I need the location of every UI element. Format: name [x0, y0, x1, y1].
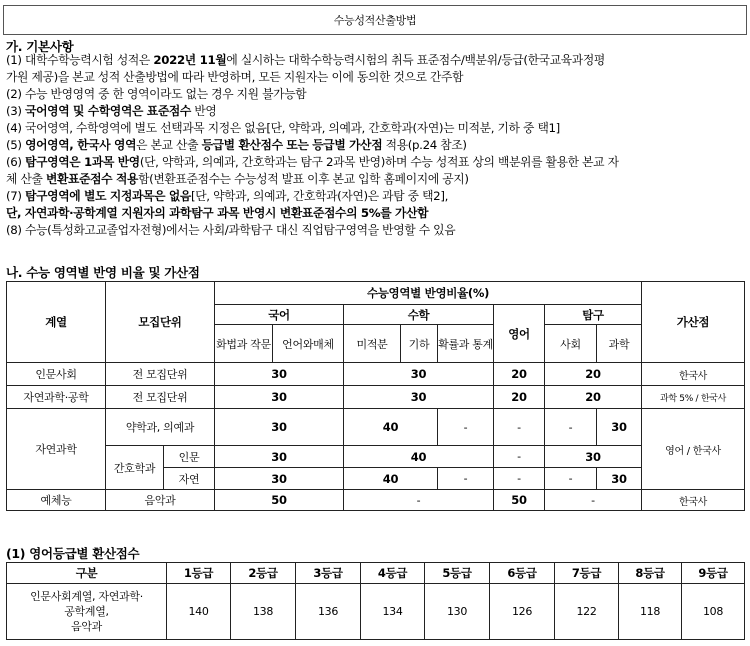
cell-sahoe: -	[545, 409, 597, 446]
header-gubun: 구분	[7, 563, 167, 584]
header-hwabeop: 화법과 작문	[215, 325, 273, 363]
table-row	[7, 409, 745, 446]
item-5: (5) 영어영역, 한국사 영역은 본교 산출 등급별 환산점수 또는 등급별 가산점 적용(p.24 참조)	[6, 138, 467, 152]
score-grade-3: 136	[296, 584, 361, 640]
item-6: (6) 탐구영역은 1과목 반영(단, 약학과, 의예과, 간호학과는 탐구 2과목 반영)하며 수능 성적표 상의 백분위를 활용한 본교 자	[6, 155, 619, 169]
item-8: (8) 수능(특성화고교졸업자전형)에서는 사회/과학탐구 대신 직업탐구영역을 반영할 수 있음	[6, 223, 456, 237]
cell-hwakryul: -	[438, 468, 494, 490]
header-gwahak: 과학	[597, 325, 642, 363]
row-gyeyeol: 인문사회	[7, 363, 106, 386]
cell-math: 40	[344, 468, 438, 490]
cell-math: 30	[344, 363, 494, 386]
cell-tamgu: -	[545, 490, 642, 511]
english-grade-table	[6, 562, 745, 640]
header-grade-1: 1등급	[167, 563, 231, 584]
cell-kor: 30	[215, 386, 344, 409]
header-kor: 국어	[215, 305, 344, 325]
header-grade-7: 7등급	[555, 563, 619, 584]
cell-math: -	[344, 490, 494, 511]
cell-math: 40	[344, 409, 438, 446]
row-mojip: 인문	[164, 446, 215, 468]
header-grade-4: 4등급	[361, 563, 425, 584]
item-7: (7) 탐구영역에 별도 지정과목은 없음[단, 약학과, 의예과, 간호학과(자연)은 과탐 중 택2],	[6, 189, 448, 203]
grade-header-row	[7, 563, 745, 584]
cell-eng: -	[494, 446, 545, 468]
score-grade-1: 140	[167, 584, 231, 640]
row-nursing: 간호학과	[106, 446, 164, 490]
cell-kor: 30	[215, 363, 344, 386]
item-2: (2) 수능 반영영역 중 한 영역이라도 없는 경우 지원 불가능함	[6, 87, 307, 101]
header-mijeok: 미적분	[344, 325, 401, 363]
score-grade-7: 122	[555, 584, 619, 640]
table-row	[7, 446, 745, 468]
header-giha: 기하	[401, 325, 438, 363]
cell-sahoe: -	[545, 468, 597, 490]
cell-kor: 30	[215, 446, 344, 468]
item-4: (4) 국어영역, 수학영역에 별도 선택과목 지정은 없음[단, 약학과, 의예과, 간호학과(자연)는 미적분, 기하 중 택1]	[6, 121, 560, 135]
cell-gasan: 한국사	[642, 363, 745, 386]
section-ratio-title: 나. 수능 영역별 반영 비율 및 가산점	[6, 265, 200, 280]
ratio-table	[6, 281, 745, 511]
table-row	[7, 386, 745, 409]
header-gasan: 가산점	[642, 282, 745, 363]
header-eoneo: 언어와매체	[273, 325, 344, 363]
header-grade-2: 2등급	[231, 563, 296, 584]
score-grade-2: 138	[231, 584, 296, 640]
cell-math: 30	[344, 386, 494, 409]
score-grade-5: 130	[425, 584, 490, 640]
row-mojip: 전 모집단위	[106, 363, 215, 386]
row-label: 인문사회계열, 자연과학· 공학계열, 음악과	[7, 584, 167, 640]
cell-math: 40	[344, 446, 494, 468]
item-1-cont: 가원 제공)을 본교 성적 산출방법에 따라 반영하며, 모든 지원자는 이에 동의한 것으로 간주함	[6, 70, 464, 84]
item-7-cont: 단, 자연과학·공학계열 지원자의 과학탐구 과목 반영시 변환표준점수의 5%를 가산함	[6, 206, 429, 220]
header-grade-3: 3등급	[296, 563, 361, 584]
grade-score-row	[7, 584, 745, 640]
item-1: (1) 대학수학능력시험 성적은 2022년 11월에 실시하는 대학수학능력시험의 취득 표준점수/백분위/등급(한국교육과정평	[6, 53, 605, 67]
row-gyeyeol: 자연과학·공학	[7, 386, 106, 409]
row-mojip: 자연	[164, 468, 215, 490]
cell-gwahak: 30	[597, 468, 642, 490]
item-6-cont: 체 산출 변환표준점수 적용함(변환표준점수는 수능성적 발표 이후 본교 입학 홈페이지에 공지)	[6, 172, 469, 186]
header-tamgu: 탐구	[545, 305, 642, 325]
table-row	[7, 490, 745, 511]
row-mojip: 전 모집단위	[106, 386, 215, 409]
header-hwakryul: 확률과 통계	[438, 325, 494, 363]
cell-eng: -	[494, 468, 545, 490]
section-basic-title: 가. 기본사항	[6, 39, 74, 54]
header-mojip: 모집단위	[106, 282, 215, 363]
cell-eng: 50	[494, 490, 545, 511]
header-grade-6: 6등급	[490, 563, 555, 584]
cell-eng: 20	[494, 363, 545, 386]
cell-kor: 30	[215, 409, 344, 446]
cell-gasan: 영어 / 한국사	[642, 409, 745, 490]
header-grade-5: 5등급	[425, 563, 490, 584]
cell-tamgu: 20	[545, 363, 642, 386]
item-3: (3) 국어영역 및 수학영역은 표준점수 반영	[6, 104, 217, 118]
section-english-title: (1) 영어등급별 환산점수	[6, 546, 140, 561]
cell-kor: 50	[215, 490, 344, 511]
cell-tamgu: 30	[545, 446, 642, 468]
page-header	[3, 5, 747, 35]
cell-hwakryul: -	[438, 409, 494, 446]
row-mojip: 약학과, 의예과	[106, 409, 215, 446]
header-sahoe: 사회	[545, 325, 597, 363]
score-grade-6: 126	[490, 584, 555, 640]
table-row	[7, 363, 745, 386]
basic-items	[6, 52, 744, 239]
row-mojip: 음악과	[106, 490, 215, 511]
row-gyeyeol: 자연과학	[7, 409, 106, 490]
page-title: 수능성적산출방법	[333, 14, 417, 27]
cell-gasan: 과학 5% / 한국사	[642, 386, 745, 409]
cell-eng: 20	[494, 386, 545, 409]
row-gyeyeol: 예체능	[7, 490, 106, 511]
cell-eng: -	[494, 409, 545, 446]
cell-gwahak: 30	[597, 409, 642, 446]
header-grade-9: 9등급	[682, 563, 745, 584]
score-grade-9: 108	[682, 584, 745, 640]
header-gyeyeol: 계열	[7, 282, 106, 363]
cell-kor: 30	[215, 468, 344, 490]
cell-gasan: 한국사	[642, 490, 745, 511]
cell-tamgu: 20	[545, 386, 642, 409]
header-ratio: 수능영역별 반영비율(%)	[215, 282, 642, 305]
score-grade-4: 134	[361, 584, 425, 640]
score-grade-8: 118	[619, 584, 682, 640]
header-grade-8: 8등급	[619, 563, 682, 584]
header-math: 수학	[344, 305, 494, 325]
header-eng: 영어	[494, 305, 545, 363]
